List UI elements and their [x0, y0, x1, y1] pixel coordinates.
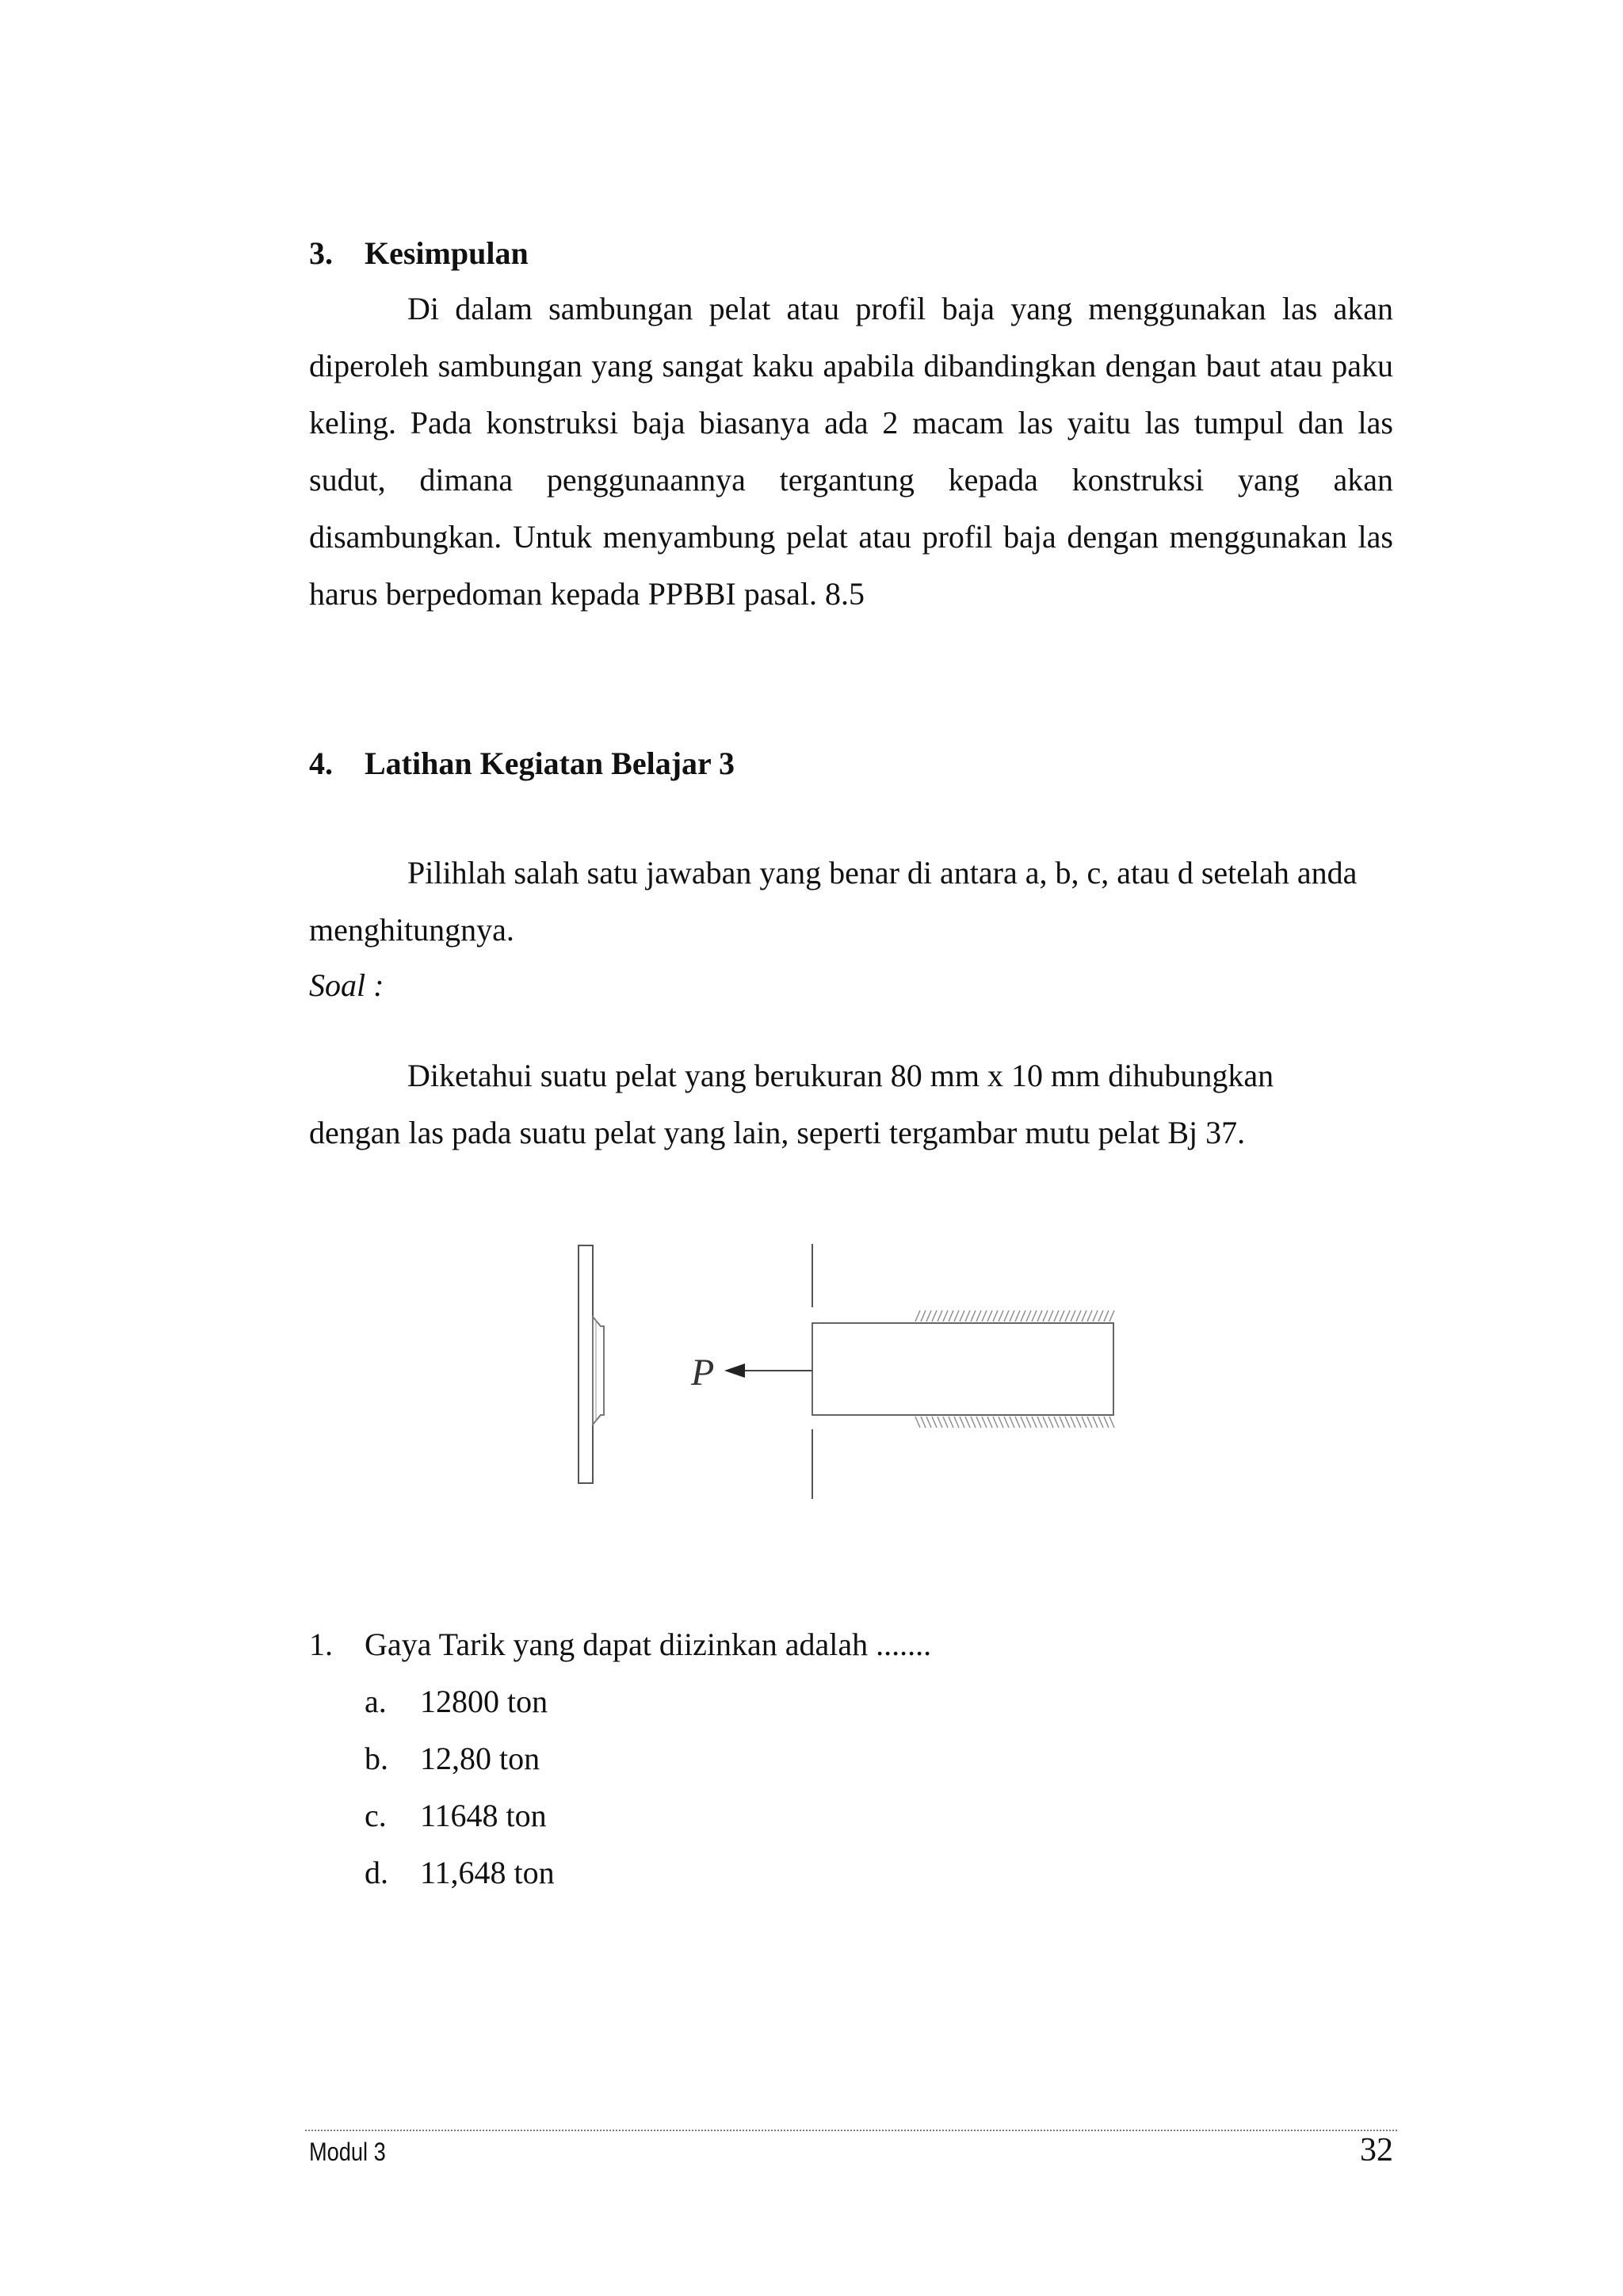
- force-arrowhead: [724, 1363, 745, 1378]
- weld-connection-diagram: [555, 1244, 1157, 1521]
- hatch-mark: [1032, 1310, 1037, 1322]
- hatch-mark: [1010, 1310, 1014, 1322]
- hatch-mark: [1043, 1310, 1048, 1322]
- hatch-mark: [1026, 1310, 1031, 1322]
- footer-module: Modul 3: [309, 2138, 386, 2166]
- hatch-mark: [982, 1417, 987, 1428]
- hatch-mark: [1054, 1417, 1059, 1428]
- hatch-mark: [1048, 1417, 1053, 1428]
- hatch-mark: [1087, 1310, 1092, 1322]
- hatch-mark: [960, 1310, 964, 1322]
- hatch-mark: [971, 1310, 976, 1322]
- hatch-mark: [993, 1417, 998, 1428]
- hatch-mark: [1060, 1417, 1064, 1428]
- hatch-mark: [999, 1417, 1003, 1428]
- hatch-mark: [1037, 1417, 1042, 1428]
- hatch-mark: [1004, 1417, 1009, 1428]
- hatch-mark: [987, 1417, 992, 1428]
- hatch-mark: [938, 1310, 942, 1322]
- hatch-mark: [949, 1310, 953, 1322]
- hatch-mark: [1021, 1310, 1025, 1322]
- hatch-mark: [1015, 1310, 1020, 1322]
- option-a: [365, 1673, 931, 1730]
- hatch-mark: [1060, 1310, 1064, 1322]
- hatch-mark: [926, 1417, 931, 1428]
- hatch-mark: [915, 1417, 920, 1428]
- section-3-title: Kesimpulan: [365, 235, 529, 271]
- hatch-mark: [999, 1310, 1003, 1322]
- problem-line-2: dengan las pada suatu pelat yang lain, seperti tergambar mutu pelat Bj 37.: [309, 1115, 1246, 1150]
- hatch-mark: [954, 1417, 959, 1428]
- hatch-mark: [938, 1417, 942, 1428]
- option-b-letter: b.: [365, 1741, 388, 1776]
- hatch-mark: [1010, 1417, 1014, 1428]
- section-3-heading: [309, 235, 529, 273]
- hatch-mark: [1076, 1310, 1081, 1322]
- hatch-mark: [960, 1417, 964, 1428]
- hatch-mark: [1071, 1310, 1075, 1322]
- hatch-mark: [1004, 1310, 1009, 1322]
- option-c: [365, 1787, 931, 1844]
- hatch-mark: [965, 1417, 970, 1428]
- hatch-mark: [993, 1310, 998, 1322]
- question-1-stem: [309, 1616, 931, 1673]
- problem-line-1: Diketahui suatu pelat yang berukuran 80 mm x 10 mm dihubungkan: [407, 1058, 1274, 1093]
- section-4-title: Latihan Kegiatan Belajar 3: [365, 746, 735, 781]
- hatch-top: [915, 1310, 1114, 1322]
- option-d-letter: d.: [365, 1855, 388, 1890]
- question-1-number: 1.: [309, 1627, 333, 1662]
- section-3-number: 3.: [309, 235, 333, 271]
- hatch-mark: [1015, 1417, 1020, 1428]
- hatch-mark: [1071, 1417, 1075, 1428]
- hatch-mark: [976, 1310, 981, 1322]
- hatch-mark: [1043, 1417, 1048, 1428]
- hatch-mark: [1076, 1417, 1081, 1428]
- hatch-mark: [971, 1417, 976, 1428]
- hatch-mark: [1082, 1417, 1086, 1428]
- hatch-mark: [1098, 1417, 1103, 1428]
- hatch-mark: [1093, 1417, 1098, 1428]
- hatch-mark: [1021, 1417, 1025, 1428]
- hatch-mark: [932, 1417, 937, 1428]
- hatch-mark: [976, 1417, 981, 1428]
- instruction-line-2: menghitungnya.: [309, 912, 514, 948]
- option-a-letter: a.: [365, 1684, 387, 1719]
- attached-plate: [812, 1323, 1113, 1415]
- option-b: [365, 1730, 931, 1787]
- option-c-letter: c.: [365, 1798, 387, 1833]
- hatch-mark: [943, 1310, 948, 1322]
- option-d: [365, 1844, 931, 1901]
- soal-label: Soal :: [309, 967, 384, 1003]
- question-1: [309, 1616, 931, 1901]
- hatch-mark: [1087, 1417, 1092, 1428]
- hatch-mark: [954, 1310, 959, 1322]
- instruction-line-1: Pilihlah salah satu jawaban yang benar di antara a, b, c, atau d setelah anda: [407, 855, 1358, 891]
- hatch-mark: [1109, 1310, 1114, 1322]
- hatch-mark: [1037, 1310, 1042, 1322]
- weld-bead: [593, 1317, 604, 1425]
- hatch-mark: [1048, 1310, 1053, 1322]
- hatch-mark: [1093, 1310, 1098, 1322]
- hatch-mark: [1082, 1310, 1086, 1322]
- hatch-mark: [1098, 1310, 1103, 1322]
- hatch-mark: [1065, 1417, 1070, 1428]
- section-4-heading: [309, 745, 735, 783]
- option-d-text: 11,648 ton: [420, 1855, 555, 1890]
- hatch-mark: [921, 1417, 926, 1428]
- hatch-mark: [926, 1310, 931, 1322]
- option-a-text: 12800 ton: [420, 1684, 548, 1719]
- page-number: 32: [1360, 2132, 1393, 2168]
- hatch-bottom: [915, 1417, 1114, 1428]
- hatch-mark: [1054, 1310, 1059, 1322]
- hatch-mark: [987, 1310, 992, 1322]
- hatch-mark: [965, 1310, 970, 1322]
- hatch-mark: [915, 1310, 920, 1322]
- section-4-number: 4.: [309, 746, 333, 781]
- hatch-mark: [932, 1310, 937, 1322]
- hatch-mark: [1026, 1417, 1031, 1428]
- base-plate: [579, 1245, 593, 1483]
- footer-divider: [305, 2130, 1397, 2131]
- hatch-mark: [1032, 1417, 1037, 1428]
- hatch-mark: [1065, 1310, 1070, 1322]
- hatch-mark: [1109, 1417, 1114, 1428]
- option-c-text: 11648 ton: [420, 1798, 547, 1833]
- force-label: P: [691, 1352, 715, 1394]
- hatch-mark: [1104, 1417, 1109, 1428]
- hatch-mark: [943, 1417, 948, 1428]
- hatch-mark: [949, 1417, 953, 1428]
- hatch-mark: [982, 1310, 987, 1322]
- hatch-mark: [921, 1310, 926, 1322]
- option-b-text: 12,80 ton: [420, 1741, 540, 1776]
- question-1-text: Gaya Tarik yang dapat diizinkan adalah .......: [365, 1627, 932, 1662]
- answer-options: [309, 1673, 931, 1901]
- hatch-mark: [1104, 1310, 1109, 1322]
- section-3-body: Di dalam sambungan pelat atau profil baja yang menggunakan las akan diperoleh sambungan yang sangat kaku apabila dibandingkan dengan baut atau paku keling. Pada konstruksi baja biasanya ada 2 macam las yaitu las tumpul dan las sudut, dimana penggunaannya tergantung kepada konstruksi yang akan disambungkan. Untuk menyambung pelat atau profil baja dengan menggunakan las harus berpedoman kepada PPBBI pasal. 8.5: [309, 291, 1393, 612]
